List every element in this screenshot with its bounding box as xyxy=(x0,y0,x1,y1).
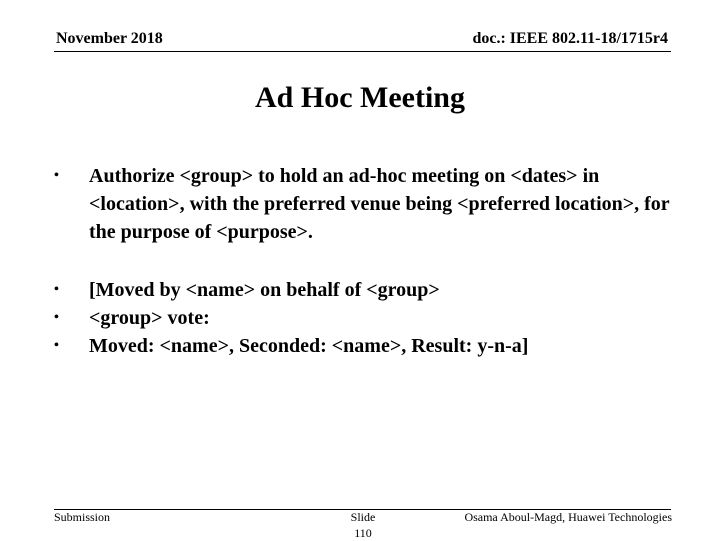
bullet-marker: • xyxy=(54,310,59,325)
header-rule xyxy=(54,51,671,52)
header-doc-id: doc.: IEEE 802.11-18/1715r4 xyxy=(472,30,668,47)
bullet-item xyxy=(54,276,674,304)
slide-title: Ad Hoc Meeting xyxy=(255,81,465,114)
bullet-marker: • xyxy=(54,282,59,297)
bullet-marker: • xyxy=(54,168,59,183)
bullet-list-vote xyxy=(54,276,674,360)
bullet-item xyxy=(54,304,674,332)
bullet-marker: • xyxy=(54,338,59,353)
header-date: November 2018 xyxy=(56,30,163,47)
footer-submission: Submission xyxy=(54,510,111,524)
bullet-item xyxy=(54,162,674,246)
bullet-text: Authorize <group> to hold an ad-hoc meeting on <dates> in <location>, with the preferred venue being <preferred location>, for the purpose of <purpose>. xyxy=(89,165,670,243)
bullet-item xyxy=(54,332,674,360)
slide-number: 110 xyxy=(354,526,372,540)
footer-slide-number xyxy=(340,509,386,541)
slide-label: Slide xyxy=(350,510,376,524)
bullet-list-motion xyxy=(54,162,674,246)
bullet-text: [Moved by <name> on behalf of <group> xyxy=(89,279,440,301)
footer-author: Osama Aboul-Magd, Huawei Technologies xyxy=(464,510,672,524)
bullet-text: Moved: <name>, Seconded: <name>, Result: y-n-a] xyxy=(89,335,529,357)
bullet-text: <group> vote: xyxy=(89,307,210,329)
